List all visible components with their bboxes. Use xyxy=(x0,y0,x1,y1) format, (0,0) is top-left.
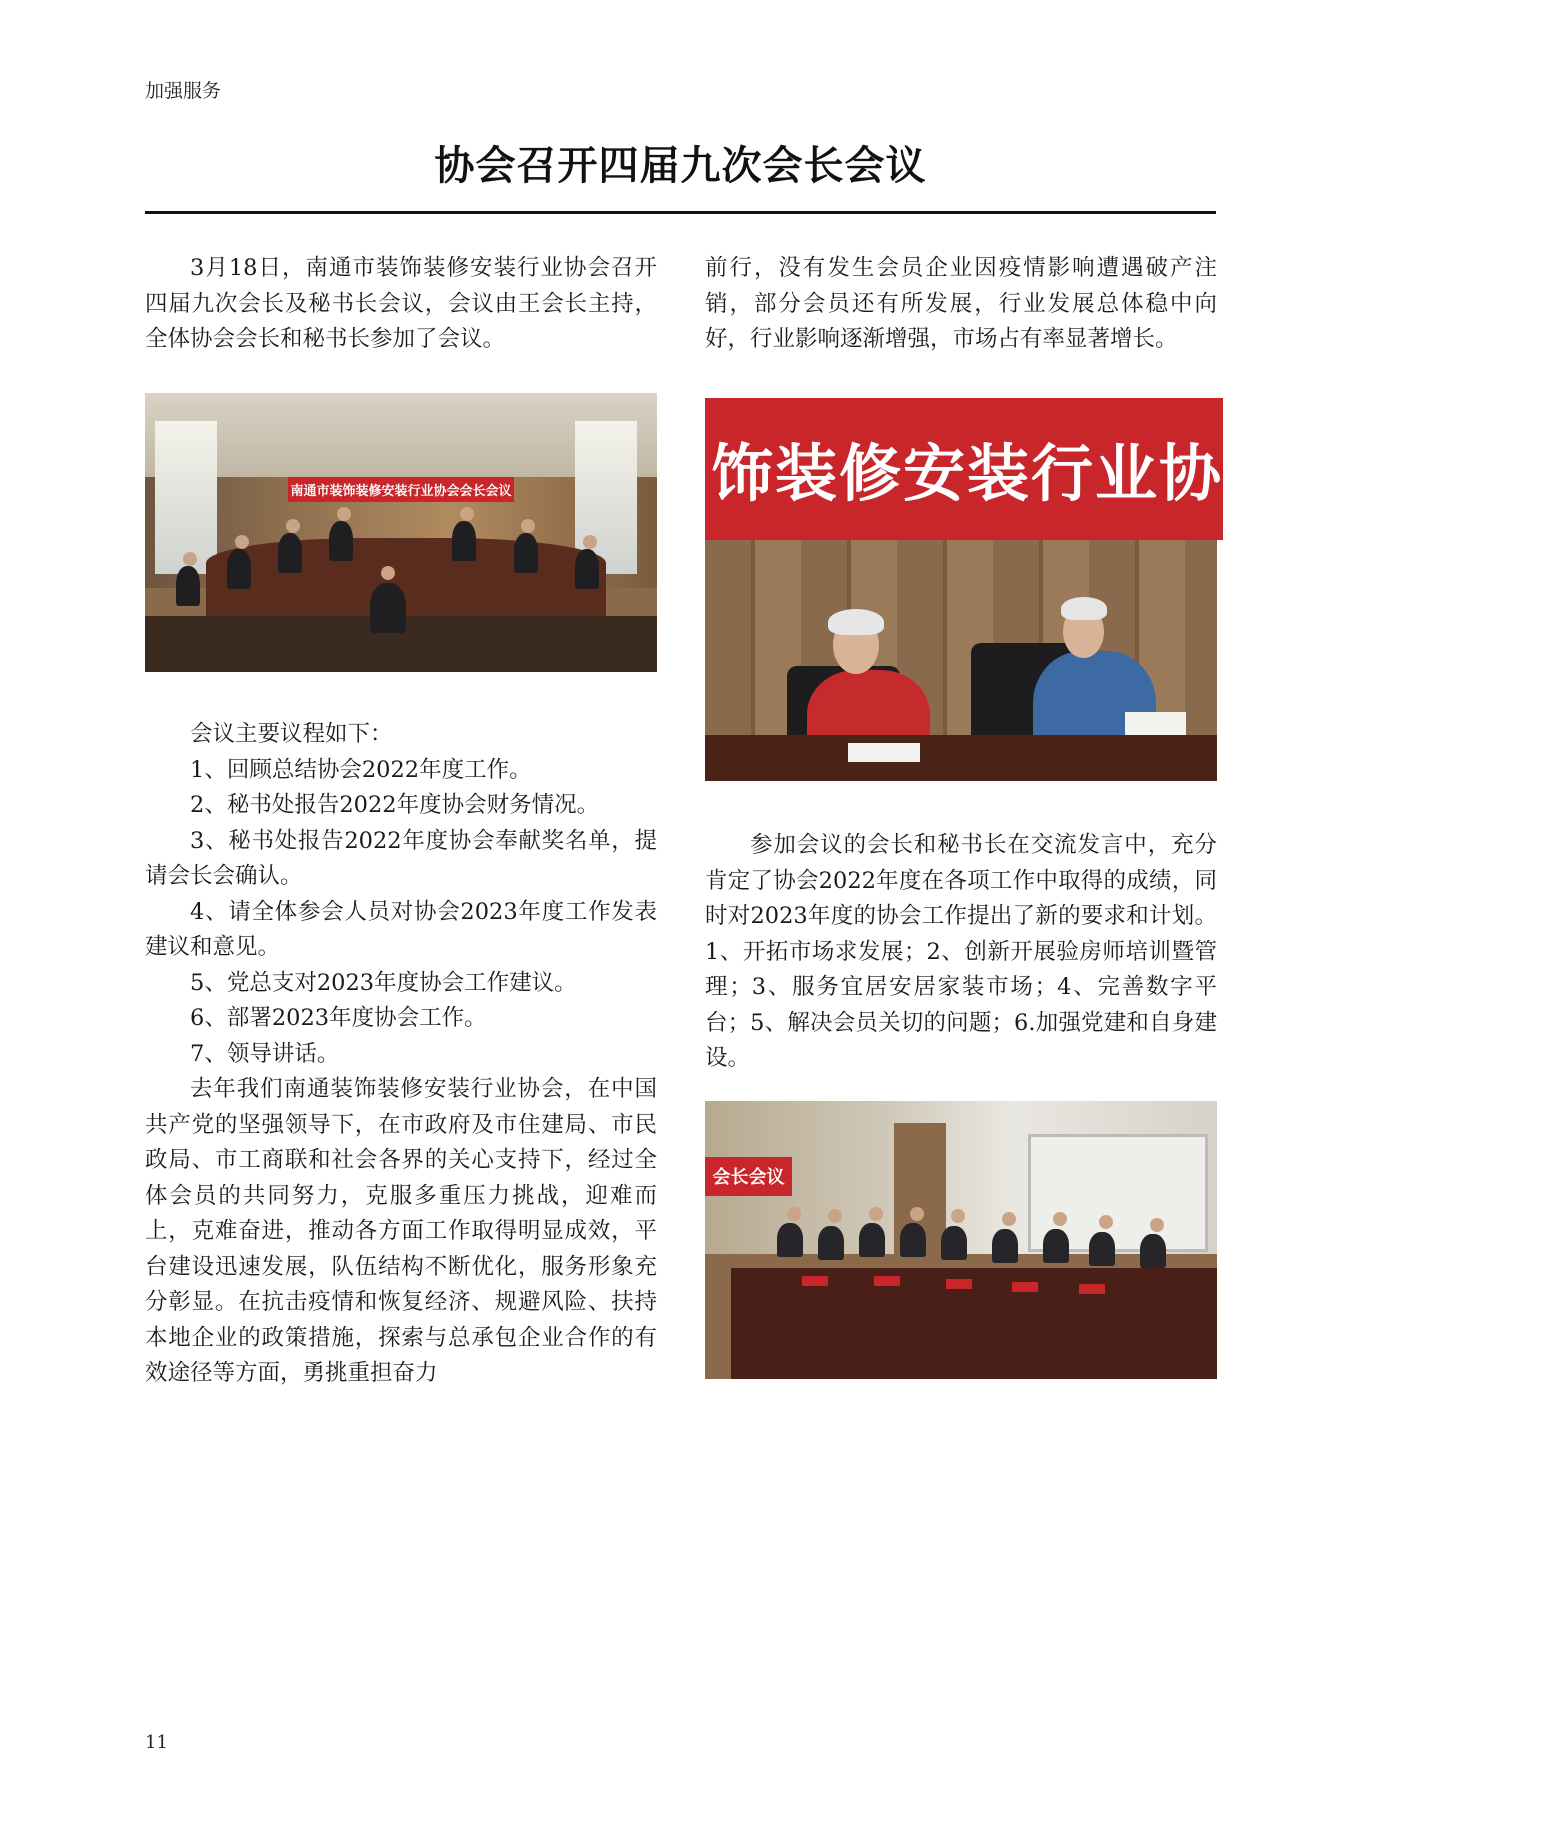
right-column-continued xyxy=(705,251,1217,358)
body-paragraph: 去年我们南通装饰装修安装行业协会，在中国共产党的坚强领导下，在市政府及市住建局、市民政局、市工商联和社会各界的关心支持下，经过全体会员的共同努力，克服多重压力挑战，迎难而上，克难奋进，推动各方面工作取得明显成效，平台建设迅速发展，队伍结构不断优化，服务形象充分彰显。在抗击疫情和恢复经济、规避风险、扶持本地企业的政策措施，探索与总承包企业合作的有效途径等方面，勇挑重担奋力 xyxy=(145,1076,657,1386)
meeting-photo-1 xyxy=(145,393,657,672)
agenda-item-7: 7、领导讲话。 xyxy=(190,1040,340,1067)
agenda-title: 会议主要议程如下： xyxy=(190,721,393,747)
discussion-paragraph: 参加会议的会长和秘书长在交流发言中，充分肯定了协会2022年度在各项工作中取得的成绩，同时对2023年度的协会工作提出了新的要求和计划。1、开拓市场求发展；2、创新开展验房师培训暨管理；3、服务宜居安居家装市场；4、完善数字平台；5、解决会员关切的问题；6.加强党建和自身建设。 xyxy=(705,832,1217,1071)
agenda-item-1: 1、回顾总结协会2022年度工作。 xyxy=(190,756,532,783)
section-label: 加强服务 xyxy=(145,80,222,102)
agenda-item-6: 6、部署2023年度协会工作。 xyxy=(190,1005,487,1031)
continued-paragraph: 前行，没有发生会员企业因疫情影响遭遇破产注销，部分会员还有所发展，行业发展总体稳中向好，行业影响逐渐增强，市场占有率显著增长。 xyxy=(705,255,1217,352)
intro-paragraph: 3月18日，南通市装饰装修安装行业协会召开四届九次会长及秘书长会议，会议由王会长主持，全体协会会长和秘书长参加了会议。 xyxy=(145,255,657,352)
page-title: 协会召开四届九次会长会议 xyxy=(434,142,927,189)
agenda-item-3: 3、秘书处报告2022年度协会奉献奖名单，提请会长会确认。 xyxy=(145,827,657,889)
meeting-photo-2 xyxy=(705,398,1543,781)
banner-text: 饰装修安装行业协会会长会议 xyxy=(705,398,1223,540)
banner-text: 南通市装饰装修安装行业协会会长会议 xyxy=(288,477,513,502)
left-column-intro xyxy=(145,251,657,358)
title-divider xyxy=(145,211,1216,214)
agenda-item-5: 5、党总支对2023年度协会工作建议。 xyxy=(190,969,577,996)
agenda-item-4: 4、请全体参会人员对协会2023年度工作发表建议和意见。 xyxy=(145,898,657,960)
left-column-agenda xyxy=(145,717,657,1392)
page-number: 11 xyxy=(145,1732,168,1753)
right-column-discussion xyxy=(705,828,1217,1077)
agenda-item-2: 2、秘书处报告2022年度协会财务情况。 xyxy=(190,792,600,818)
banner-text: 会长会议 xyxy=(705,1157,792,1196)
meeting-photo-3 xyxy=(705,1101,1217,1379)
